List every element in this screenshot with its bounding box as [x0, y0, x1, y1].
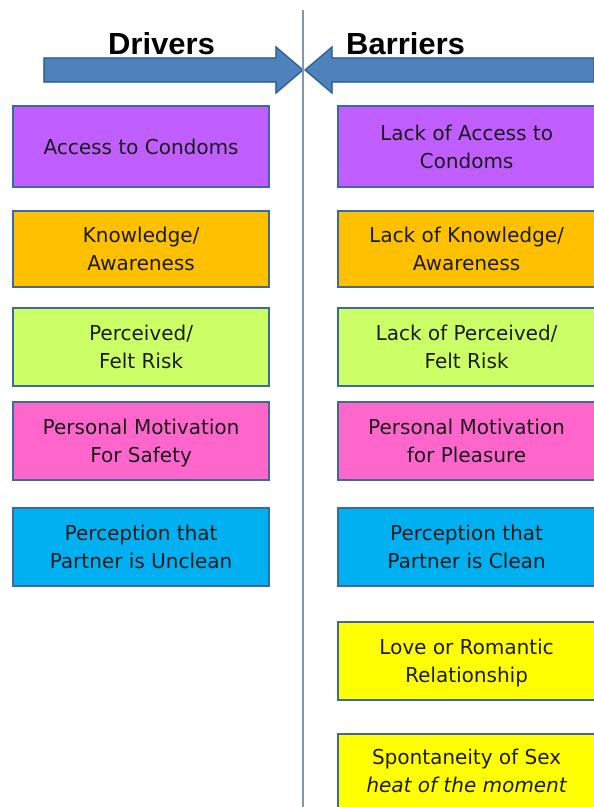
- driver-perception-line-1: Perception that: [64, 521, 218, 545]
- barrier-box-perception: [337, 507, 594, 587]
- barrier-risk-line-2: Felt Risk: [424, 349, 509, 373]
- barrier-box-motivation: [337, 401, 594, 481]
- barrier-access-line-2: Condoms: [419, 148, 514, 173]
- driver-motivation-line-2: For Safety: [90, 443, 192, 467]
- driver-box-knowledge: [12, 210, 270, 288]
- center-divider: [302, 10, 304, 807]
- barrier-motivation-line-1: Personal Motivation: [368, 415, 565, 439]
- barrier-box-love: [337, 621, 594, 701]
- barrier-knowledge-line-1: Lack of Knowledge/: [369, 223, 564, 247]
- barrier-box-access: [337, 105, 594, 188]
- barrier-access-line-1: Lack of Access to: [380, 120, 553, 145]
- barrier-spontaneity-line-2: heat of the moment: [366, 773, 567, 797]
- barrier-motivation-line-2: for Pleasure: [406, 443, 527, 467]
- driver-box-risk: [12, 307, 270, 387]
- barrier-box-risk: [337, 307, 594, 387]
- arrows-graphic: [0, 0, 594, 110]
- barrier-spontaneity-line-1: Spontaneity of Sex: [371, 745, 562, 769]
- drivers-heading: Drivers: [108, 26, 215, 61]
- drivers-arrow: [44, 47, 303, 93]
- barrier-love-line-1: Love or Romantic: [379, 635, 554, 659]
- barrier-risk-line-1: Lack of Perceived/: [375, 321, 558, 345]
- driver-motivation-line-1: Personal Motivation: [42, 415, 240, 439]
- barrier-knowledge-line-2: Awareness: [412, 251, 521, 275]
- barrier-perception-line-1: Perception that: [390, 521, 543, 545]
- barrier-perception-line-2: Partner is Clean: [387, 549, 546, 573]
- driver-access-line-1: Access to Condoms: [43, 134, 239, 159]
- driver-risk-line-1: Perceived/: [89, 321, 193, 345]
- driver-box-access: [12, 105, 270, 188]
- barrier-box-knowledge: [337, 210, 594, 288]
- driver-box-motivation: [12, 401, 270, 481]
- barrier-love-line-2: Relationship: [405, 663, 528, 687]
- driver-risk-line-2: Felt Risk: [99, 349, 183, 373]
- barriers-heading: Barriers: [346, 26, 465, 61]
- barrier-box-spontaneity: [337, 733, 594, 807]
- driver-box-perception: [12, 507, 270, 587]
- barriers-arrow: [305, 47, 594, 93]
- driver-knowledge-line-1: Knowledge/: [82, 223, 200, 247]
- driver-perception-line-2: Partner is Unclean: [49, 549, 233, 573]
- driver-knowledge-line-2: Awareness: [87, 251, 195, 275]
